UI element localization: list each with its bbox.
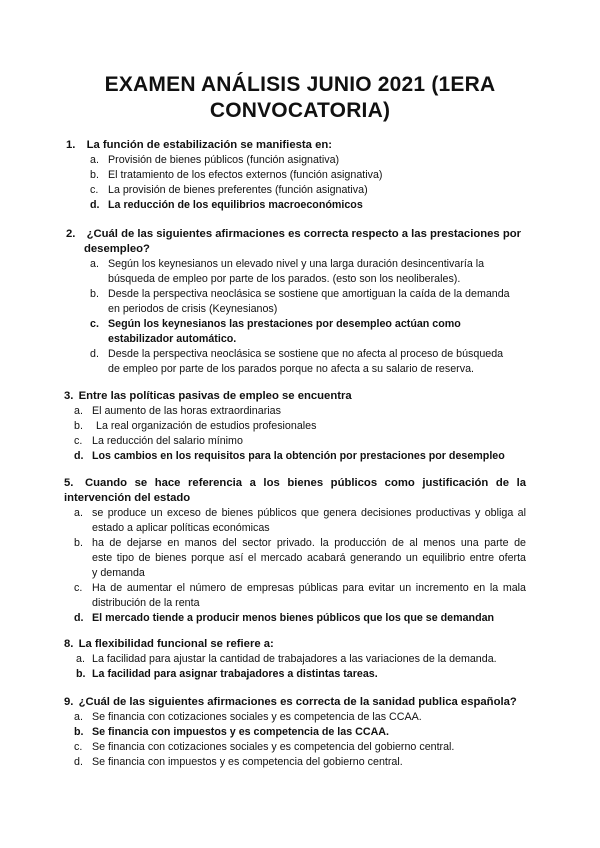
option-d-correct: d. Los cambios en los requisitos para la obtención por prestaciones por desempleo: [74, 450, 505, 462]
option-a: a. La facilidad para ajustar la cantidad de trabajadores a las variaciones de la demanda.: [76, 653, 497, 665]
question-number: 8.: [64, 638, 74, 650]
page-title: [0, 72, 600, 124]
option-b-cont-2: y demanda: [92, 567, 145, 579]
title-line-2: CONVOCATORIA): [209, 99, 391, 122]
option-c-correct: c. Según los keynesianos las prestaciones por desempleo actúan como estabilizador automático.: [90, 318, 461, 345]
option-b-correct: b. La facilidad para asignar trabajadores a distintas tareas.: [76, 668, 378, 680]
option-a: a. Provisión de bienes públicos (función asignativa): [90, 154, 340, 166]
option-a: a. Según los keynesianos un elevado nivel y una larga duración desincentivaría la búsqueda de empleo por parte de los parados. (esto son los neoliberales).: [90, 258, 485, 285]
question-text: ¿Cuál de las siguientes afirmaciones es correcta de la sanidad publica española?: [78, 696, 517, 708]
question-text: La función de estabilización se manifiesta en:: [86, 139, 333, 151]
question-3: [64, 389, 544, 464]
option-a-cont: estado a aplicar políticas económicas: [92, 522, 270, 534]
option-d: d. Desde la perspectiva neoclásica se sostiene que no afecta al proceso de búsqueda de empleo por parte de los parados porque no afecta a su salario de reserva.: [90, 348, 504, 375]
question-text-line-2: intervención del estado: [64, 492, 191, 504]
option-a: a. El aumento de las horas extraordinarias: [74, 405, 281, 417]
option-d-correct: d. El mercado tiende a producir menos bienes públicos que los que se demandan: [74, 612, 495, 624]
option-d: d. Se financia con impuestos y es competencia del gobierno central.: [74, 756, 403, 768]
option-b: b. Desde la perspectiva neoclásica se sostiene que amortiguan la caída de la demanda en periodos de crisis (Keynesianos): [90, 288, 510, 315]
option-d-correct: d. La reducción de los equilibrios macroeconómicos: [90, 199, 363, 211]
option-c: c. Ha de aumentar el número de empresas públicas para evitar un incremento en la mala: [74, 582, 526, 594]
question-number: 3.: [64, 390, 74, 402]
question-text: Entre las políticas pasivas de empleo se encuentra: [78, 390, 352, 402]
question-text-line-1: Cuando se hace referencia a los bienes públicos como justificación de la: [84, 477, 526, 489]
question-2: [66, 227, 536, 377]
option-b-cont-1: este tipo de bienes porque así el mercado acabará generando un equilibrio entre oferta: [92, 552, 526, 564]
question-5: [64, 476, 526, 626]
option-b-correct: b. Se financia con impuestos y es competencia de las CCAA.: [74, 726, 389, 738]
option-c: c. La reducción del salario mínimo: [74, 435, 243, 447]
option-c: c. Se financia con cotizaciones sociales y es competencia del gobierno central.: [74, 741, 455, 753]
question-number: 2.: [66, 228, 76, 240]
question-8: [64, 637, 534, 682]
title-line-1: EXAMEN ANÁLISIS JUNIO 2021 (1ERA: [104, 73, 496, 96]
question-number: 9.: [64, 696, 74, 708]
question-number: 5.: [64, 477, 74, 489]
option-b: b. El tratamiento de los efectos externos (función asignativa): [90, 169, 383, 181]
option-a: a. se produce un exceso de bienes públicos que genera decisiones productivas y obliga al: [74, 507, 526, 519]
option-a: a. Se financia con cotizaciones sociales y es competencia de las CCAA.: [74, 711, 422, 723]
question-9: [64, 695, 534, 770]
option-b: b. La real organización de estudios profesionales: [74, 420, 317, 432]
question-line-1: [64, 476, 526, 491]
option-c: c. La provisión de bienes preferentes (función asignativa): [90, 184, 368, 196]
question-number: 1.: [66, 139, 76, 151]
option-b: b. ha de dejarse en manos del sector privado. la producción de al menos una parte de: [74, 537, 526, 549]
option-c-cont: distribución de la renta: [92, 597, 200, 609]
question-text: La flexibilidad funcional se refiere a:: [78, 638, 274, 650]
question-text-line-2: desempleo?: [84, 243, 150, 255]
question-1: [66, 138, 536, 213]
question-text-line-1: ¿Cuál de las siguientes afirmaciones es correcta respecto a las prestaciones por: [86, 228, 522, 240]
